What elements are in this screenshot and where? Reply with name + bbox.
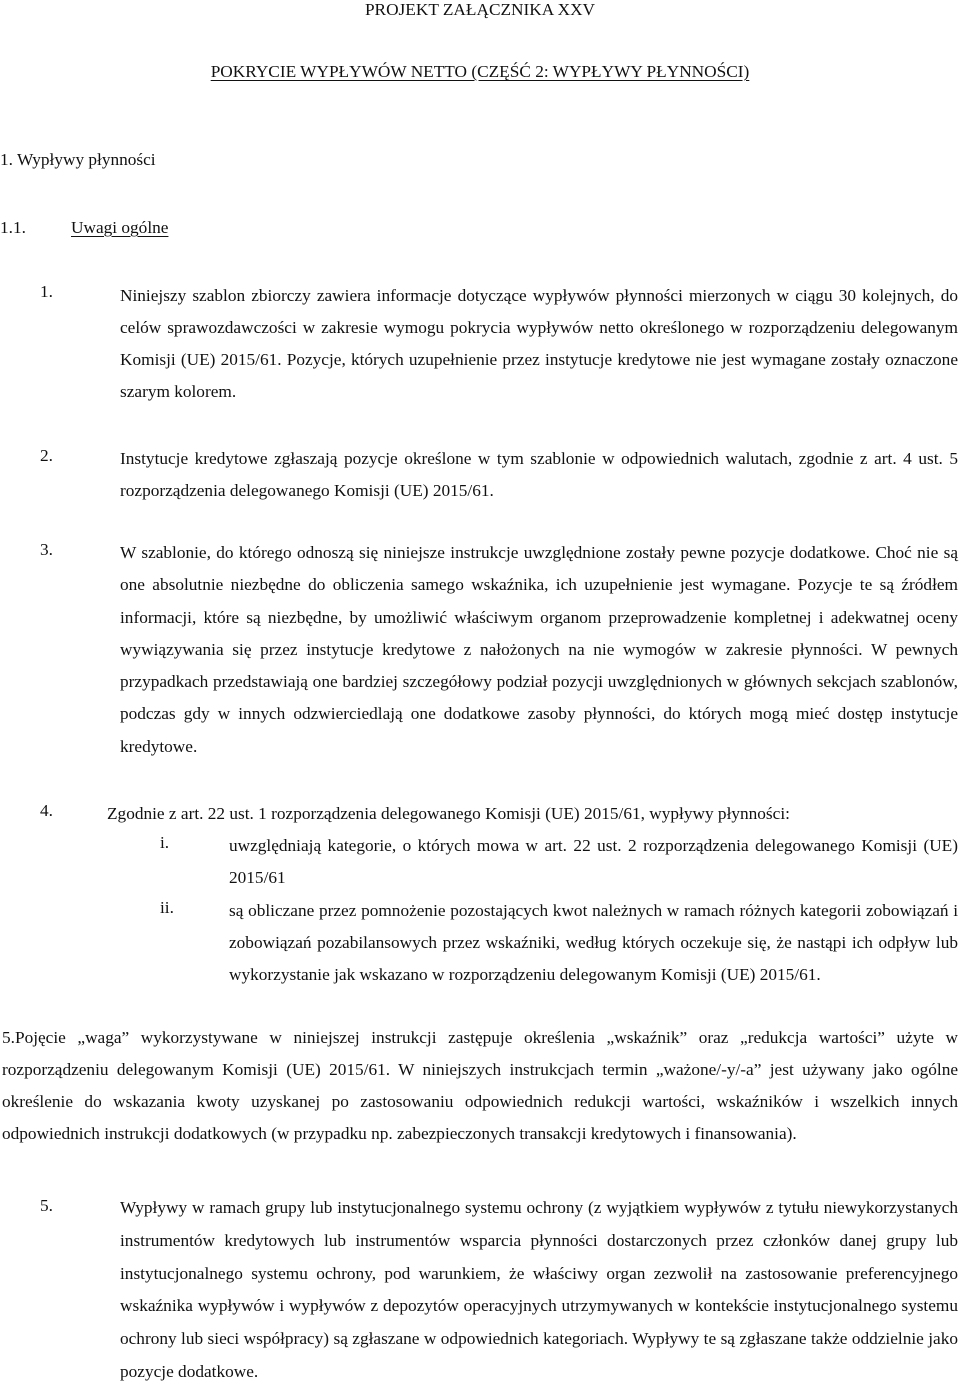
paragraph-3: W szablonie, do którego odnoszą się niniejsze instrukcje uwzględnione zostały pewne pozycje dodatkowe. Choć nie są one absolutnie niezbędne do obliczenia samego wskaźnika, ich uzupełnienie jest wymagane. Pozycje te są źródłem informacji, które są niezbędne, by umożliwić właściwym organom przeprowadzenie kompletnej i adekwatnej oceny wywiązywania się przez instytucje kredytowe z nałożonych na nie wymogów w zakresie płynności. W pewnych przypadkach przedstawiają one bardziej szczegółowy podział pozycji uwzględnionych w głównych sekcjach szablonów, podczas gdy w innych odzwierciedlają one dodatkowe zasoby płynności, do których mogą mieć dostęp instytucje kredytowe. — [120, 543, 958, 756]
section-number-1-1: 1.1. — [0, 218, 26, 237]
list-item-number-ii: ii. — [160, 898, 174, 917]
paragraph-number-3: 3. — [40, 540, 53, 559]
paragraph-2: Instytucje kredytowe zgłaszają pozycje określone w tym szablonie w odpowiednich walutach, zgodnie z art. 4 ust. 5 rozporządzenia delegowanego Komisji (UE) 2015/61. — [120, 449, 958, 500]
section-heading-1-1: Uwagi ogólne — [71, 218, 169, 237]
paragraph-5-intragroup: Wypływy w ramach grupy lub instytucjonalnego systemu ochrony (z wyjątkiem wypływów z tytułu niewykorzystanych instrumentów kredytowych lub instrumentów wsparcia płynności dostarczonych przez członków danej grupy lub instytucjonalnego systemu ochrony, pod warunkiem, że właściwy organ zezwolił na zastosowanie preferencyjnego wskaźnika wypływów i wypływów z depozytów operacyjnych utrzymywanych w kontekście instytucjonalnego systemu ochrony lub sieci współpracy) są zgłaszane w odpowiednich kategoriach. Wypływy te są zgłaszane także oddzielnie jako pozycje dodatkowe. — [120, 1198, 958, 1381]
paragraph-4: Zgodnie z art. 22 ust. 1 rozporządzenia delegowanego Komisji (UE) 2015/61, wypływy płynności: — [107, 804, 790, 823]
document-title: POKRYCIE WYPŁYWÓW NETTO (CZĘŚĆ 2: WYPŁYWY PŁYNNOŚCI) — [210, 62, 750, 81]
paragraph-5-definitions: 5.Pojęcie „waga” wykorzystywane w niniejszej instrukcji zastępuje określenia „wskaźnik” oraz „redukcja wartości” użyte w rozporządzeniu delegowanym Komisji (UE) 2015/61. W niniejszych instrukcjach termin „ważone/-y/-a” jest używany jako ogólne określenie do wskazania kwoty uzyskanej po zastosowaniu odpowiednich redukcji wartości, wskaźników i wszelkich innych odpowiednich instrukcji dodatkowych (w przypadku np. zabezpieczonych transakcji kredytowych i finansowania). — [2, 1028, 958, 1143]
paragraph-number-1: 1. — [40, 282, 53, 301]
list-item-number-i: i. — [160, 833, 170, 852]
paragraph-number-4: 4. — [40, 801, 53, 820]
paragraph-number-5: 5. — [40, 1196, 53, 1215]
paragraph-1: Niniejszy szablon zbiorczy zawiera informacje dotyczące wypływów płynności mierzonych w ciągu 30 kolejnych, do celów sprawozdawczości w zakresie wymogu pokrycia wypływów netto określonego w rozporządzeniu delegowanym Komisji (UE) 2015/61. Pozycje, których uzupełnienie przez instytucje kredytowe nie jest wymagane zostały oznaczone szarym kolorem. — [120, 286, 958, 401]
section-heading-1: 1. Wypływy płynności — [0, 150, 156, 169]
paragraph-number-2: 2. — [40, 446, 53, 465]
document-header: PROJEKT ZAŁĄCZNIKA XXV — [364, 0, 596, 19]
list-item-i: uwzględniają kategorie, o których mowa w art. 22 ust. 2 rozporządzenia delegowanego Komisji (UE) 2015/61 — [229, 836, 958, 887]
list-item-ii: są obliczane przez pomnożenie pozostających kwot należnych w ramach różnych kategorii zobowiązań i zobowiązań pozabilansowych przez wskaźniki, według których oczekuje się, że nastąpi ich odpływ lub wykorzystanie jak wskazano w rozporządzeniu delegowanym Komisji (UE) 2015/61. — [229, 901, 958, 984]
